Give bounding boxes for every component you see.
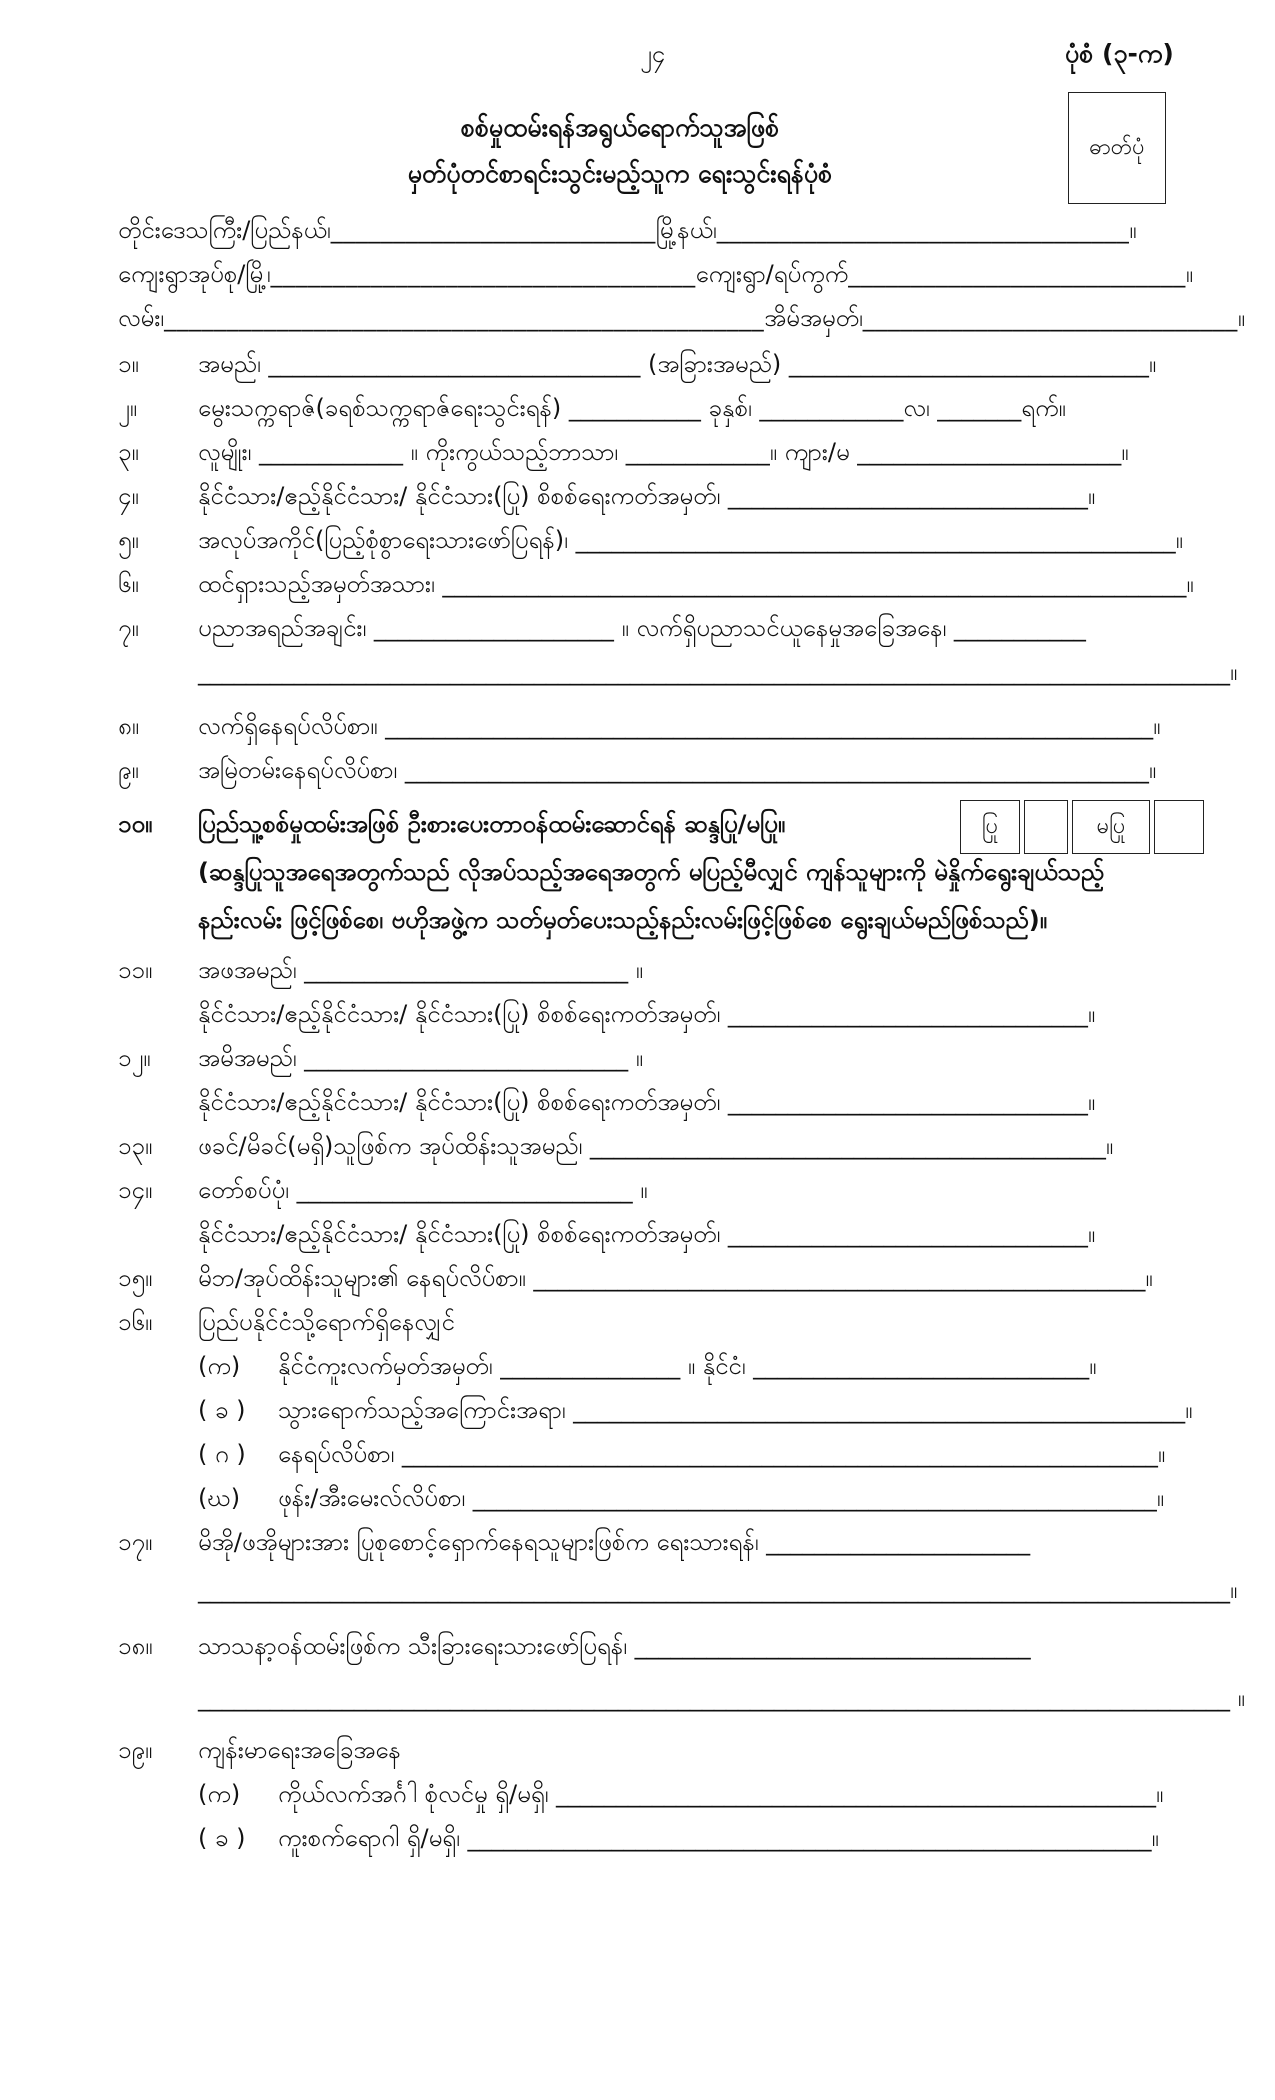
photo-box[interactable] — [1068, 92, 1166, 204]
item-text: မွေးသက္ကရာဇ်(ခရစ်သက္ကရာဇ်ရေးသွင်းရန်) ___________ ခုနှစ်၊ ____________လ၊ _______ရက်။ — [198, 394, 1066, 422]
item-10-note-2 — [118, 904, 1190, 944]
item-number: ၂။ — [118, 394, 138, 422]
item-14-nrc[interactable] — [118, 1218, 1190, 1258]
item-text: အမြဲတမ်းနေရပ်လိပ်စာ၊ ______________________________________________________________။ — [198, 756, 1157, 784]
house-field[interactable]: ______________________________။ — [862, 304, 1246, 332]
township-label: မြို့နယ်၊ — [655, 216, 717, 244]
item-text: အမည်၊ _______________________________ (အခြားအမည်) ______________________________။ — [198, 350, 1157, 378]
item-11-nrc[interactable] — [118, 998, 1190, 1038]
item-17-continued[interactable] — [118, 1574, 1238, 1614]
item-12[interactable] — [118, 1042, 1190, 1082]
item-17[interactable] — [118, 1526, 1190, 1566]
sub-label: ( ခ ) — [198, 1396, 246, 1424]
township-field[interactable]: _________________________________။ — [716, 216, 1137, 244]
form-code: ပုံစံ (၃-က) — [1065, 39, 1174, 68]
note-text: (ဆန္ဒပြုသူအရေအတွက်သည် လိုအပ်သည့်အရေအတွက် မပြည့်မီလျှင် ကျန်သူများကို မဲနှိုက်ရွေးချယ်သည့် — [198, 858, 1105, 886]
item-number: ၅။ — [118, 526, 139, 554]
item-14[interactable] — [118, 1174, 1190, 1214]
item-number: ၁၀။ — [118, 810, 153, 838]
item-11[interactable] — [118, 954, 1190, 994]
consent-no-box[interactable] — [1072, 800, 1150, 854]
item-16 — [118, 1306, 1190, 1346]
item-number: ၁။ — [118, 350, 139, 378]
item-text: လူမျိုး၊ ____________ ။ ကိုးကွယ်သည့်ဘာသာ၊ ____________။ ကျား/မ ______________________။ — [198, 438, 1129, 466]
street-label: လမ်း၊ — [118, 304, 165, 332]
item-16-d[interactable] — [118, 1482, 1190, 1522]
village-field[interactable]: ___________________________။ — [848, 260, 1194, 288]
item-number: ၁၄။ — [118, 1176, 153, 1204]
sub-label: (က) — [198, 1352, 241, 1380]
ward-label: ကျေးရွာအုပ်စု/မြို့၊ — [118, 260, 271, 288]
village-label: ကျေးရွာ/ရပ်ကွက် — [695, 260, 849, 288]
item-number: ၁၉။ — [118, 1736, 153, 1764]
item-text: အလုပ်အကိုင်(ပြည့်စုံစွာရေးသားဖော်ပြရန်)၊ __________________________________________________။ — [198, 526, 1183, 554]
item-number: ၆။ — [118, 570, 139, 598]
location-row-3 — [118, 302, 1246, 342]
consent-yes-check[interactable] — [1024, 800, 1068, 854]
form-title-line1: စစ်မှုထမ်းရန်အရွယ်ရောက်သူအဖြစ် — [460, 113, 780, 142]
item-number: ၁၃။ — [118, 1132, 153, 1160]
street-field[interactable]: ________________________________________________ — [164, 304, 765, 332]
item-19-a[interactable] — [118, 1778, 1190, 1818]
region-field[interactable]: __________________________ — [330, 216, 656, 244]
item-text: ပြည်သူ့စစ်မှုထမ်းအဖြစ် ဦးစားပေးတာဝန်ထမ်းဆောင်ရန် ဆန္ဒပြု/မပြု။ — [198, 810, 786, 838]
sub-label: ( ဂ ) — [198, 1440, 246, 1468]
item-number: ၄။ — [118, 482, 139, 510]
item-13[interactable] — [118, 1130, 1190, 1170]
sub-text: ကူးစက်ရောဂါ ရှိ/မရှိ၊ _________________________________________________________။ — [278, 1824, 1159, 1852]
item-19-b[interactable] — [118, 1822, 1190, 1862]
item-text: နိုင်ငံသား/ဧည့်နိုင်ငံသား/ နိုင်ငံသား(ပြု) စိစစ်ရေးကတ်အမှတ်၊ ______________________________။ — [198, 482, 1096, 510]
item-18[interactable] — [118, 1630, 1190, 1670]
item-2[interactable] — [118, 392, 1190, 432]
item-text: ______________________________________________________________________________________ ။ — [198, 1684, 1245, 1712]
item-19 — [118, 1734, 1190, 1774]
item-number: ၇။ — [118, 614, 139, 642]
item-16-a[interactable] — [118, 1350, 1190, 1390]
item-text: မိဘ/အုပ်ထိန်းသူများ၏ နေရပ်လိပ်စာ။ ___________________________________________________။ — [198, 1264, 1153, 1292]
item-text: အဖအမည်၊ ___________________________ ။ — [198, 956, 644, 984]
item-16-c[interactable] — [118, 1438, 1190, 1478]
item-text: ______________________________________________________________________________________။ — [198, 658, 1238, 686]
item-number: ၁၈။ — [118, 1632, 153, 1660]
sub-label: (က) — [198, 1780, 241, 1808]
location-row-2 — [118, 258, 1194, 298]
item-10 — [118, 808, 1190, 848]
consent-no-label: မပြု — [1096, 813, 1126, 839]
photo-label: ဓာတ်ပုံ — [1089, 134, 1145, 160]
item-text: လက်ရှိနေရပ်လိပ်စာ။ ________________________________________________________________။ — [198, 712, 1161, 740]
item-6[interactable] — [118, 568, 1194, 608]
item-number: ၁၂။ — [118, 1044, 151, 1072]
item-text: ကျန်းမာရေးအခြေအနေ — [198, 1736, 401, 1764]
item-text: မိအို/ဖအိုများအား ပြုစုစောင့်ရှောက်နေရသူများဖြစ်က ရေးသားရန်၊ ______________________ — [198, 1528, 1031, 1556]
item-text: နိုင်ငံသား/ဧည့်နိုင်ငံသား/ နိုင်ငံသား(ပြု) စိစစ်ရေးကတ်အမှတ်၊ ______________________________။ — [198, 1000, 1096, 1028]
item-text: ပညာအရည်အချင်း၊ ____________________ ။ လက်ရှိပညာသင်ယူနေမှုအခြေအနေ၊ ___________ — [198, 614, 1086, 642]
item-number: ၁၆။ — [118, 1308, 153, 1336]
item-text: ပြည်ပနိုင်ငံသို့ရောက်ရှိနေလျှင် — [198, 1308, 455, 1336]
item-text: တော်စပ်ပုံ၊ ____________________________ ။ — [198, 1176, 648, 1204]
sub-text: သွားရောက်သည့်အကြောင်းအရာ၊ ___________________________________________________။ — [278, 1396, 1193, 1424]
item-10-note-1 — [118, 856, 1190, 896]
form-title-line2: မှတ်ပုံတင်စာရင်းသွင်းမည့်သူက ရေးသွင်းရန်ပုံစံ — [407, 159, 833, 188]
item-number: ၁၁။ — [118, 956, 153, 984]
note-text: နည်းလမ်း ဖြင့်ဖြစ်စေ၊ ဗဟိုအဖွဲ့က သတ်မှတ်ပေးသည့်နည်းလမ်းဖြင့်ဖြစ်စေ ရွေးချယ်မည်ဖြစ်သည်)။ — [198, 906, 1047, 934]
item-text: နိုင်ငံသား/ဧည့်နိုင်ငံသား/ နိုင်ငံသား(ပြု) စိစစ်ရေးကတ်အမှတ်၊ ______________________________။ — [198, 1088, 1096, 1116]
item-text: ထင်ရှားသည့်အမှတ်အသား၊ ______________________________________________________________။ — [198, 570, 1194, 598]
ward-field[interactable]: __________________________________ — [270, 260, 696, 288]
item-text: ______________________________________________________________________________________။ — [198, 1576, 1238, 1604]
item-16-b[interactable] — [118, 1394, 1193, 1434]
sub-label: ( ခ ) — [198, 1824, 246, 1852]
item-7-continued[interactable] — [118, 656, 1238, 696]
item-text: သာသနာ့ဝန်ထမ်းဖြစ်က သီးခြားရေးသားဖော်ပြရန်၊ _________________________________ — [198, 1632, 1031, 1660]
item-number: ၉။ — [118, 756, 139, 784]
item-number: ၁၇။ — [118, 1528, 153, 1556]
item-number: ၃။ — [118, 438, 139, 466]
item-12-nrc[interactable] — [118, 1086, 1190, 1126]
house-label: အိမ်အမှတ်၊ — [764, 304, 863, 332]
item-5[interactable] — [118, 524, 1190, 564]
location-row-1 — [118, 214, 1190, 254]
item-number: ၁၅။ — [118, 1264, 153, 1292]
item-text: ဖခင်/မိခင်(မရှိ)သူဖြစ်က အုပ်ထိန်းသူအမည်၊ ___________________________________________။ — [198, 1132, 1114, 1160]
consent-yes-box[interactable] — [960, 800, 1020, 854]
sub-text: ဖုန်း/အီးမေးလ်လိပ်စာ၊ _________________________________________________________။ — [278, 1484, 1165, 1512]
sub-text: ကိုယ်လက်အင်္ဂါ စုံလင်မှု ရှိ/မရှိ၊ __________________________________________________။ — [278, 1780, 1164, 1808]
item-8[interactable] — [118, 710, 1190, 750]
consent-no-check[interactable] — [1154, 800, 1204, 854]
item-7[interactable] — [118, 612, 1190, 652]
item-4[interactable] — [118, 480, 1190, 520]
item-3[interactable] — [118, 436, 1190, 476]
item-15[interactable] — [118, 1262, 1190, 1302]
item-text: နိုင်ငံသား/ဧည့်နိုင်ငံသား/ နိုင်ငံသား(ပြု) စိစစ်ရေးကတ်အမှတ်၊ ______________________________။ — [198, 1220, 1096, 1248]
item-1[interactable] — [118, 348, 1190, 388]
page-number: ၂၄ — [640, 40, 666, 68]
item-18-continued[interactable] — [118, 1682, 1245, 1722]
sub-text: နေရပ်လိပ်စာ၊ _______________________________________________________________။ — [278, 1440, 1166, 1468]
sub-label: (ဃ) — [198, 1484, 241, 1512]
region-label: တိုင်းဒေသကြီး/ပြည်နယ်၊ — [118, 216, 331, 244]
item-9[interactable] — [118, 754, 1190, 794]
sub-text: နိုင်ငံကူးလက်မှတ်အမှတ်၊ _______________ ။ နိုင်ငံ၊ ____________________________။ — [278, 1352, 1097, 1380]
item-text: အမိအမည်၊ ___________________________ ။ — [198, 1044, 644, 1072]
consent-yes-label: ပြု — [981, 813, 999, 839]
item-number: ၈။ — [118, 712, 139, 740]
